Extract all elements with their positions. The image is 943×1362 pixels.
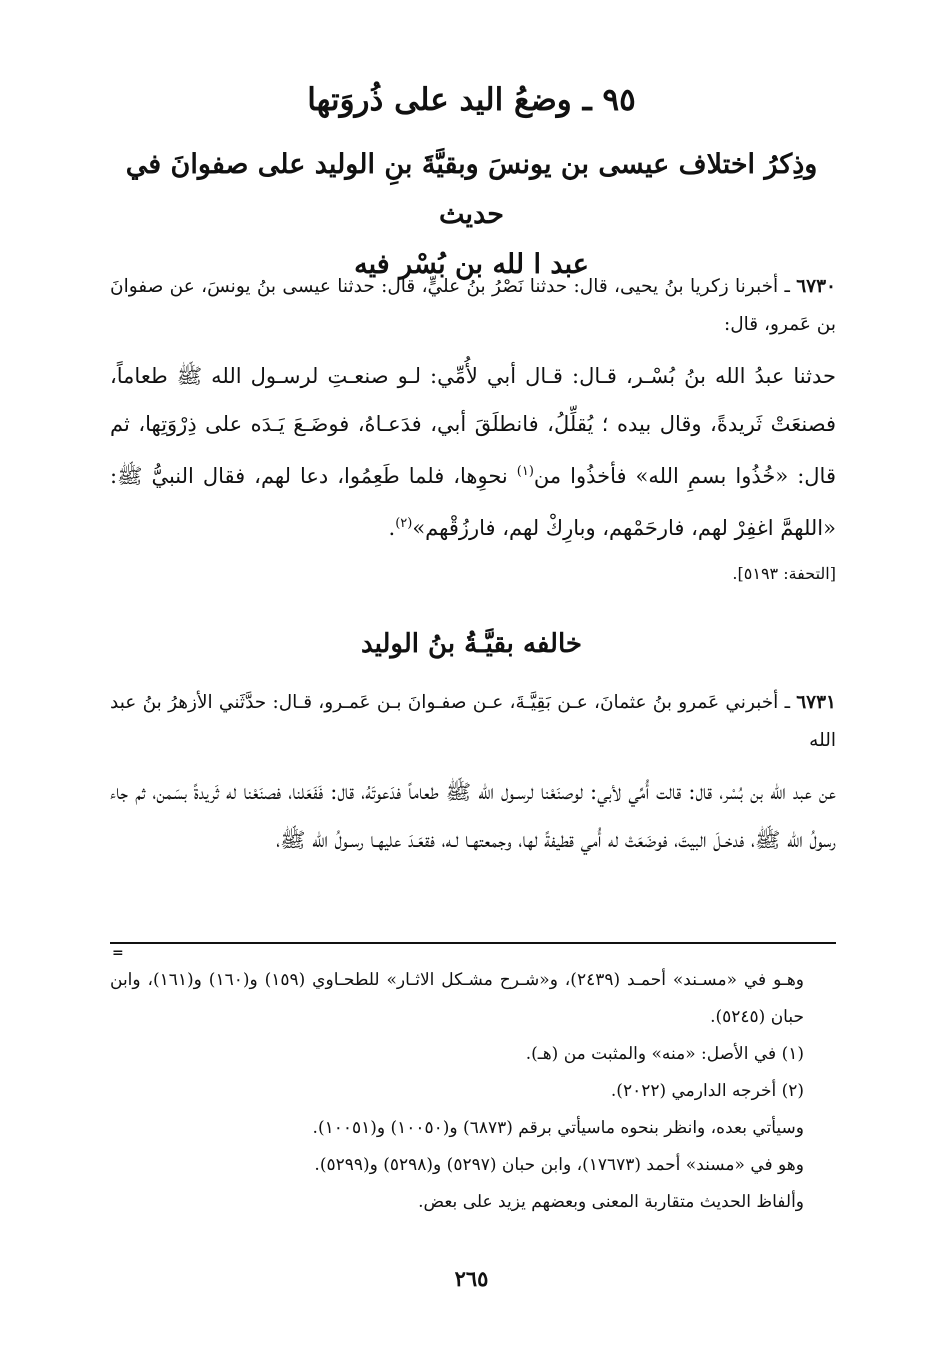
subtitle-line-2: عبد ا لله بن بُسْر فيه [354,249,589,280]
hadith-6731-isnad [110,684,836,760]
hadith-6730-isnad [110,268,836,344]
footnote-2-line-3: وهو في «مسند» أحمد (١٧٦٧٣)، وابن حبان (٥٢٩٧) و(٥٢٩٨) و(٥٢٩٩). [314,1155,804,1175]
hadith-number: ٦٧٣٠ [796,276,836,297]
hadith-6730-matn [110,352,836,552]
tuhfa-reference: [التحفة: ٥١٩٣]. [732,564,836,583]
hadith-number: ٦٧٣١ [796,692,836,713]
footnote-1: (١) في الأصل: «منه» والمثبت من (هـ). [525,1044,804,1064]
footnote-2: (٢) أخرجه الدارمي (٢٠٢٢). [610,1081,804,1101]
footnote-continuation: وهـو في «مسـند» أحمـد (٢٤٣٩)، و«شـرح مشـكل الاثـار» للطحـاوي (١٥٩) و(١٦٠) و(١٦١)، وابن حبان (٥٢٤٥). [110,970,805,1027]
matn-end: . [388,516,396,540]
matn-text-2: نحوِها، فلما طَعِمُوا، دعا لهم، فقال النبيُّ ﷺ: «اللهمَّ اغفِرْ لهم، فارحَمْهم، وبارِكْ لهم، فارزُقْهم» [110,464,836,540]
isnad-text: ـ أخبرني عَمرو بنُ عثمانَ، عـن بَقِيَّـةَ، عـن صفـوانَ بـن عَمـرو، قـال: حدَّثَني الأزهرُ بنُ عبد الله [110,692,836,751]
isnad-text: ـ أخبرنا زكريا بنُ يحيى، قال: حدثنا نَصْرُ بنُ عليٍّ، قال: حدثنا عيسى بنُ يونسَ، عن صفوانَ بن عَمرو، قال: [110,276,836,335]
footnote-divider [110,942,836,944]
matn-text: عن عبد الله بن بُسْر، قال: قالت أُمِّي لأبي: لوصنَعْنا لرسـول الله ﷺ طعاماً فدَعوتَهُ، قال: فَفَعَلنا، فصنَعْنا له ثَريدةً بسَمن، ثم جاء رسولُ الله ﷺ، فدخـلَ البيتَ، فوضَعَتْ له أُمي قطيفةً لها، وجمعتهـا لـه، فقعَـدَ عليهـا رسـولُ الله ﷺ، [110,780,836,852]
footnote-2-line-2: وسيأتي بعده، وانظر بنحوه ماسيأتي برقم (٦٨٧٣) و(١٠٠٥٠) و(١٠٠٥١). [312,1118,804,1138]
matn-text: حدثنا عبدُ الله بنُ بُسْـر، قـال: قـال أبي لأُمِّي: لـو صنعـتِ لرسـول الله ﷺ طعاماً، فصنعَتْ ثَريدةً، وقال بيده ؛ يُقلِّلُ، فانطلَقَ أبي، فدَعـاهُ، فوضَـعَ يَـدَه على ذِرْوَتِها، ثم قال: «خُذُوا بسمِ الله» فأخذُوا من [110,364,836,488]
page-number: ٢٦٥ [454,1266,489,1291]
subtitle-line-1: وذِكرُ اختلاف عيسى بن يونسَ وبقيَّةَ بنِ الوليد على صفوانَ في حديث [125,149,818,230]
footnotes [110,962,836,1221]
chapter-title: ٩٥ ـ وضعُ اليد على ذُروَتها [307,82,636,118]
section-heading: خالفه بقيَّـةُ بنُ الوليد [361,629,582,659]
hadith-6731-matn [110,768,836,864]
footnote-marker-1[interactable]: (١) [516,464,534,479]
footnote-marker-2[interactable]: (٢) [395,516,413,531]
continuation-mark: = [112,945,124,961]
footnote-2-line-4: وألفاظ الحديث متقاربة المعنى وبعضهم يزيد على بعض. [418,1192,804,1212]
